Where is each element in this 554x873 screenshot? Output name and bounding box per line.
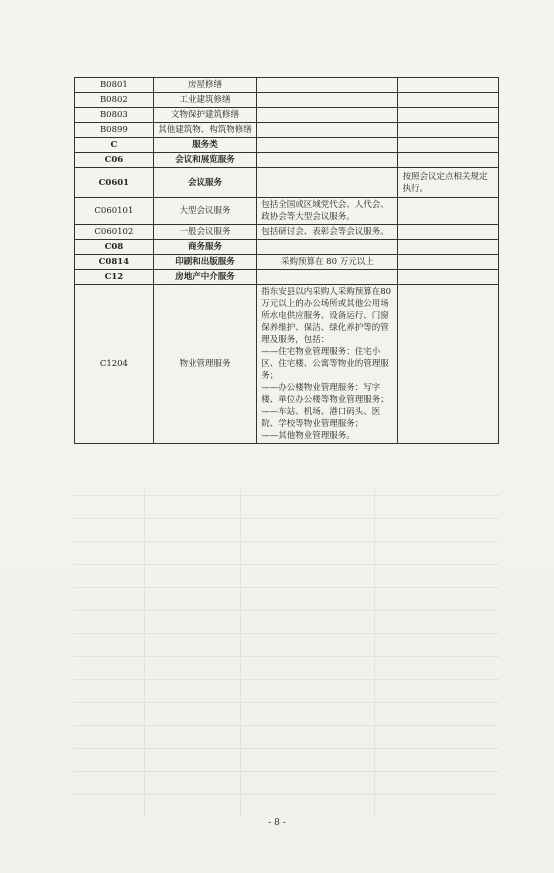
row-desc (257, 240, 398, 255)
row-code: B0801 (75, 78, 154, 93)
row-code: C06 (75, 153, 154, 168)
row-note (398, 225, 499, 240)
row-note (398, 198, 499, 225)
row-code: C060102 (75, 225, 154, 240)
row-code: B0802 (75, 93, 154, 108)
desc-paragraph: ——住宅物业管理服务：住宅小区、住宅楼、公寓等物业的管理服务； (261, 347, 389, 381)
table-row (75, 138, 499, 153)
row-code: C12 (75, 270, 154, 285)
desc-paragraph: ——其他物业管理服务。 (261, 431, 355, 441)
table-row (75, 285, 499, 444)
row-code: B0899 (75, 123, 154, 138)
row-note (398, 123, 499, 138)
row-name: 一般会议服务 (153, 225, 256, 240)
desc-paragraph: 指东安县以内采购人采购预算在80万元以上的办公场所或其他公用场所水电供应服务、设备运行、门窗保养维护、保洁、绿化养护等的管理及服务，包括： (261, 287, 392, 345)
row-desc: 包括研讨会、表彰会等会议服务。 (257, 225, 398, 240)
row-desc-multiline (257, 285, 398, 444)
row-name: 其他建筑物、构筑物修缮 (153, 123, 256, 138)
table-row (75, 225, 499, 240)
row-name: 会议和展览服务 (153, 153, 256, 168)
row-name: 商务服务 (153, 240, 256, 255)
row-code: C060101 (75, 198, 154, 225)
row-name: 文物保护建筑修缮 (153, 108, 256, 123)
row-note (398, 93, 499, 108)
row-desc (257, 153, 398, 168)
row-note (398, 285, 499, 444)
table-row (75, 198, 499, 225)
row-name: 工业建筑修缮 (153, 93, 256, 108)
row-note (398, 270, 499, 285)
row-name: 会议服务 (153, 168, 256, 198)
row-note (398, 153, 499, 168)
row-note (398, 78, 499, 93)
table-row (75, 93, 499, 108)
row-desc (257, 108, 398, 123)
row-code: C1204 (75, 285, 154, 444)
row-code: C0601 (75, 168, 154, 198)
row-note: 按照会议定点相关规定执行。 (398, 168, 499, 198)
row-desc (257, 168, 398, 198)
row-name: 服务类 (153, 138, 256, 153)
row-code: B0803 (75, 108, 154, 123)
table-row (75, 108, 499, 123)
row-name: 房地产中介服务 (153, 270, 256, 285)
row-desc (257, 270, 398, 285)
row-desc (257, 93, 398, 108)
row-name: 物业管理服务 (153, 285, 256, 444)
row-desc (257, 78, 398, 93)
row-desc (257, 123, 398, 138)
row-desc: 采购预算在 80 万元以上 (257, 255, 398, 270)
row-name: 大型会议服务 (153, 198, 256, 225)
desc-paragraph: ——办公楼物业管理服务：写字楼、单位办公楼等物业管理服务； (261, 383, 389, 405)
desc-paragraph: ——车站、机场、港口码头、医院、学校等物业管理服务； (261, 407, 381, 429)
table-row (75, 270, 499, 285)
row-desc: 包括全国或区域党代会、人代会、政协会等大型会议服务。 (257, 198, 398, 225)
row-desc (257, 138, 398, 153)
bleed-through-table (74, 487, 499, 817)
row-code: C (75, 138, 154, 153)
table-row (75, 153, 499, 168)
table-row (75, 123, 499, 138)
table-row (75, 240, 499, 255)
page-number: - 8 - (268, 818, 286, 828)
row-code: C0814 (75, 255, 154, 270)
row-name: 房屋修缮 (153, 78, 256, 93)
row-name: 印刷和出版服务 (153, 255, 256, 270)
table-row (75, 168, 499, 198)
row-code: C08 (75, 240, 154, 255)
procurement-catalog-table (74, 77, 499, 444)
table-row (75, 255, 499, 270)
row-note (398, 138, 499, 153)
table-row (75, 78, 499, 93)
row-note (398, 255, 499, 270)
row-note (398, 240, 499, 255)
row-note (398, 108, 499, 123)
